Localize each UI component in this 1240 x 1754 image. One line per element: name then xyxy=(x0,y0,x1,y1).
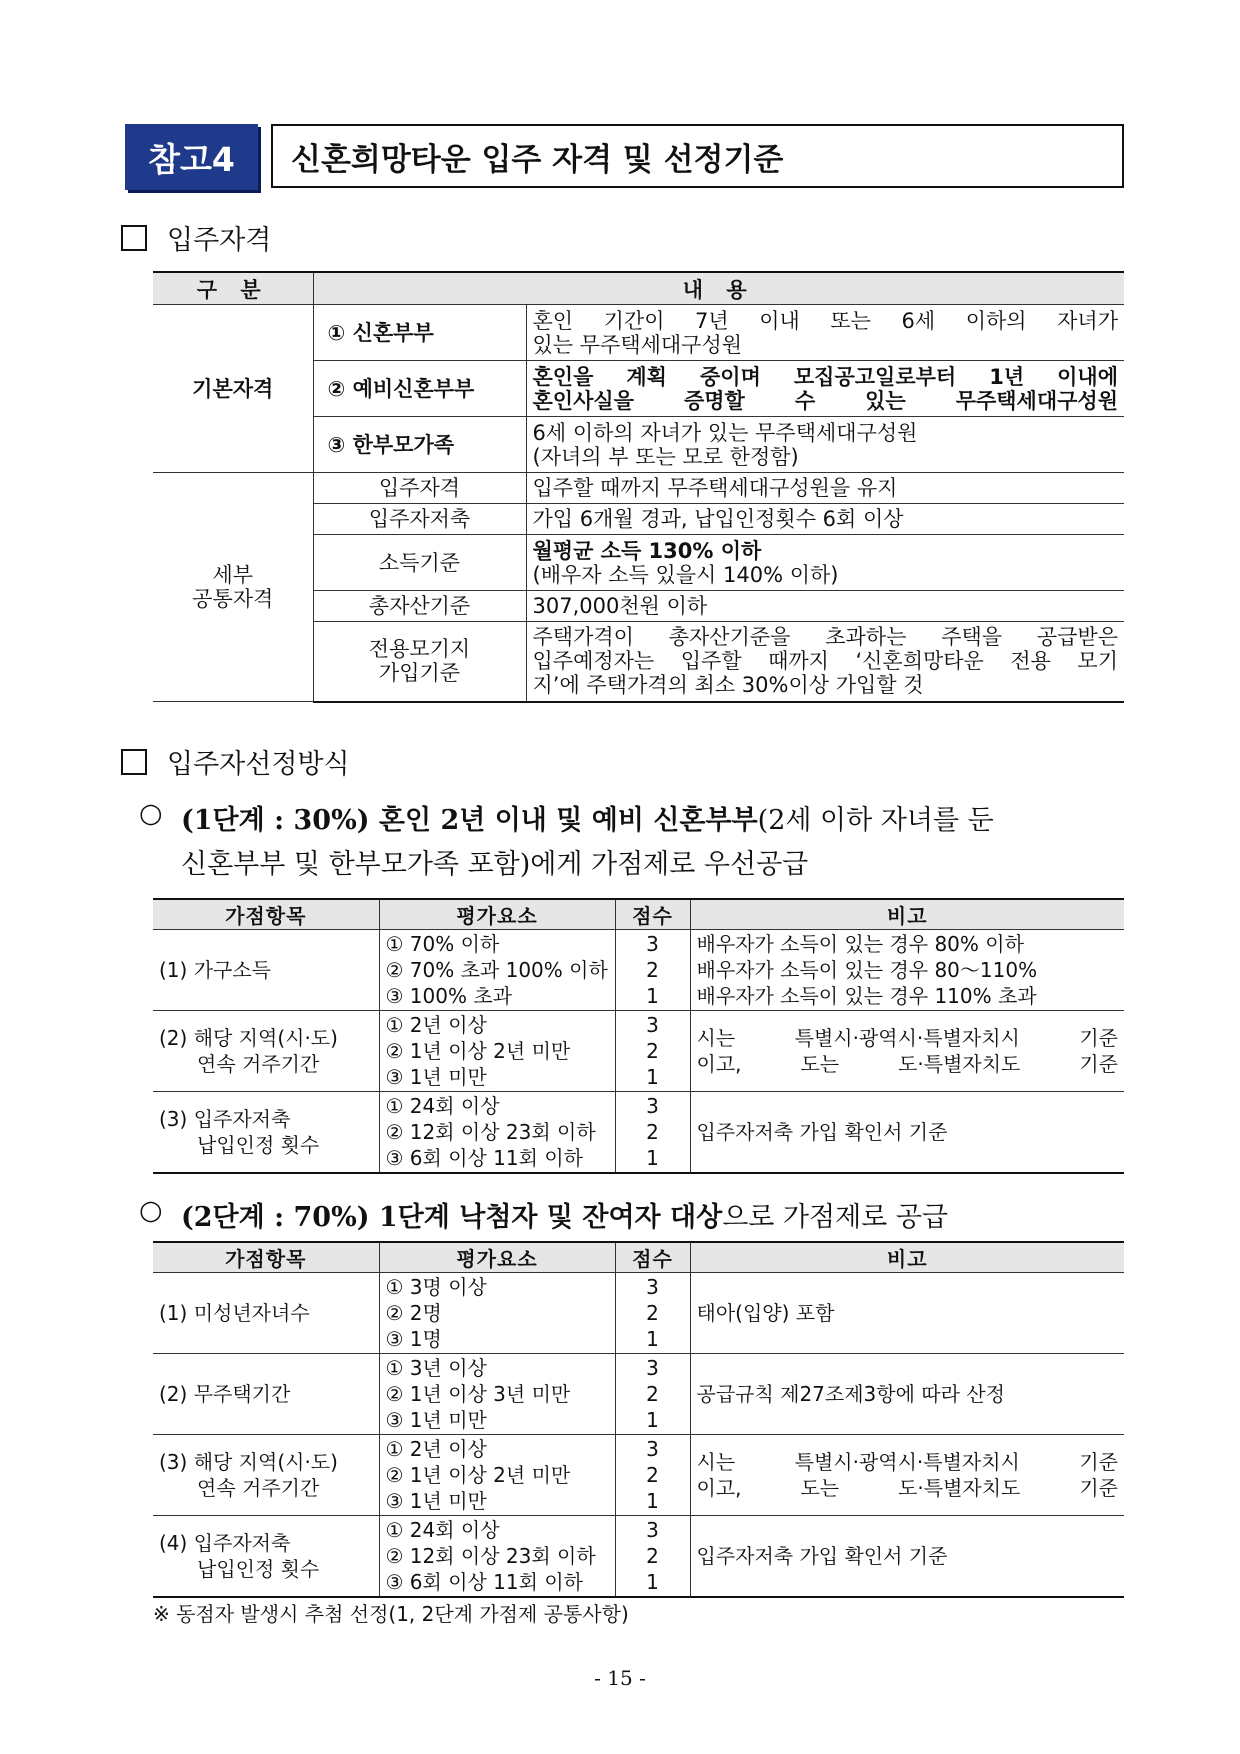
step1-line2: 신혼부부 및 한부모가족 포함)에게 가점제로 우선공급 xyxy=(181,849,809,880)
factor-line: ② 1년 이상 2년 미만 xyxy=(385,1039,571,1063)
reference-badge: 참고4 xyxy=(125,124,258,190)
score-values xyxy=(615,1435,690,1516)
score-note xyxy=(690,1092,1124,1173)
factor-line: ③ 100% 초과 xyxy=(385,984,512,1008)
score-factors xyxy=(379,1354,615,1435)
page-title: 신혼희망타운 입주 자격 및 선정기준 xyxy=(271,124,1124,188)
note-line: 이고, 도는 도·특별자치도 기준 xyxy=(696,1476,1118,1500)
step2-line: (2단계 : 70%) 1단계 낙첨자 및 잔여자 대상으로 가점제로 공급 xyxy=(181,1202,949,1233)
factor-line: ① 70% 이하 xyxy=(385,932,500,956)
row-content: 307,000천원 이하 xyxy=(526,591,1124,622)
table-row xyxy=(153,1092,1124,1173)
note-line: 공급규칙 제27조제3항에 따라 산정 xyxy=(696,1382,1005,1406)
table-row xyxy=(153,930,1124,1011)
score-item xyxy=(153,930,379,1011)
score-value: 1 xyxy=(646,1408,659,1432)
note-line: 이고, 도는 도·특별자치도 기준 xyxy=(696,1052,1118,1076)
score-item-line: (2) 무주택기간 xyxy=(159,1382,291,1406)
row-item: 소득기준 xyxy=(313,535,526,591)
table-row xyxy=(153,1516,1124,1597)
factor-line: ③ 1명 xyxy=(385,1327,442,1351)
bullet-icon: ○ xyxy=(139,798,163,829)
row-item: 총자산기준 xyxy=(313,591,526,622)
note-line: 입주자저축 가입 확인서 기준 xyxy=(696,1543,948,1568)
row-content: 혼인 기간이 7년 이내 또는 6세 이하의 자녀가 있는 무주택세대구성원 xyxy=(526,305,1124,361)
factor-line: ② 1년 이상 3년 미만 xyxy=(385,1382,571,1406)
header-note: 비고 xyxy=(690,899,1124,930)
header-note: 비고 xyxy=(690,1242,1124,1273)
score-factors xyxy=(379,1516,615,1597)
factor-line: ③ 1년 미만 xyxy=(385,1408,487,1432)
row-item: 입주자격 xyxy=(313,473,526,504)
factor-line: ① 24회 이상 xyxy=(385,1093,500,1118)
stage1-score-table xyxy=(153,898,1124,1174)
factor-line: ② 2명 xyxy=(385,1301,442,1325)
score-values xyxy=(615,1273,690,1354)
row-item: ② 예비신혼부부 xyxy=(313,361,526,417)
score-factors xyxy=(379,1011,615,1092)
table-row xyxy=(153,1354,1124,1435)
score-value: 2 xyxy=(646,1119,659,1144)
score-value: 3 xyxy=(646,1356,659,1380)
page-number: - 15 - xyxy=(594,1666,646,1690)
bullet-icon: ○ xyxy=(139,1195,163,1226)
score-item xyxy=(153,1011,379,1092)
score-value: 1 xyxy=(646,1145,659,1170)
score-item-line: 납입인정 횟수 xyxy=(197,1132,320,1157)
factor-line: ② 12회 이상 23회 이하 xyxy=(385,1119,596,1144)
score-value: 2 xyxy=(646,1382,659,1406)
checkbox-square-icon xyxy=(121,225,147,251)
score-note xyxy=(690,1273,1124,1354)
factor-line: ② 12회 이상 23회 이하 xyxy=(385,1543,596,1568)
header-factor: 평가요소 xyxy=(379,1242,615,1273)
factor-line: ③ 1년 미만 xyxy=(385,1489,487,1513)
score-item-line: (1) 미성년자녀수 xyxy=(159,1301,310,1325)
header-score: 점수 xyxy=(615,1242,690,1273)
score-item xyxy=(153,1435,379,1516)
score-item-line: (3) 해당 지역(시·도) xyxy=(159,1450,338,1474)
stage2-score-table xyxy=(153,1241,1124,1598)
score-item-line: (2) 해당 지역(시·도) xyxy=(159,1026,338,1050)
tie-break-note: ※ 동점자 발생시 추첨 선정(1, 2단계 가점제 공통사항) xyxy=(153,1602,629,1626)
score-values xyxy=(615,1354,690,1435)
score-item-line: (4) 입주자저축 xyxy=(159,1530,291,1555)
score-note xyxy=(690,1354,1124,1435)
eligibility-table xyxy=(153,271,1124,703)
table-header-row xyxy=(153,899,1124,930)
score-value: 1 xyxy=(646,1065,659,1089)
score-value: 3 xyxy=(646,1517,659,1542)
basic-eligibility-label: 기본자격 xyxy=(153,305,313,473)
score-note xyxy=(690,1011,1124,1092)
detail-common-label: 세부 공통자격 xyxy=(153,473,313,702)
score-value: 2 xyxy=(646,1463,659,1487)
note-line: 태아(입양) 포함 xyxy=(696,1301,835,1325)
score-item-line: 납입인정 횟수 xyxy=(197,1556,320,1581)
header-item: 가점항목 xyxy=(153,899,379,930)
table-row xyxy=(153,305,1124,361)
score-value: 1 xyxy=(646,1327,659,1351)
checkbox-square-icon xyxy=(121,749,147,775)
header-item: 가점항목 xyxy=(153,1242,379,1273)
table-header-row xyxy=(153,272,1124,305)
score-factors xyxy=(379,930,615,1011)
factor-line: ① 3명 이상 xyxy=(385,1275,487,1299)
score-item xyxy=(153,1516,379,1597)
score-value: 2 xyxy=(646,958,659,982)
score-item-line: (3) 입주자저축 xyxy=(159,1106,291,1131)
factor-line: ③ 6회 이상 11회 이하 xyxy=(385,1569,583,1594)
note-line: 배우자가 소득이 있는 경우 80% 이하 xyxy=(696,932,1024,956)
score-item xyxy=(153,1092,379,1173)
score-item-line: 연속 거주기간 xyxy=(197,1052,320,1076)
score-item-line: 연속 거주기간 xyxy=(197,1476,320,1500)
table-row xyxy=(153,473,1124,504)
row-content: 입주할 때까지 무주택세대구성원을 유지 xyxy=(526,473,1124,504)
header-content: 내 용 xyxy=(313,272,1124,305)
row-content: 6세 이하의 자녀가 있는 무주택세대구성원 (자녀의 부 또는 모로 한정함) xyxy=(526,417,1124,473)
section-heading-selection: 입주자선정방식 xyxy=(121,742,350,781)
table-header-row xyxy=(153,1242,1124,1273)
score-value: 1 xyxy=(646,984,659,1008)
header-category: 구 분 xyxy=(153,272,313,305)
score-value: 3 xyxy=(646,1275,659,1299)
table-row xyxy=(153,1011,1124,1092)
row-content: 혼인을 계획 중이며 모집공고일로부터 1년 이내에 혼인사실을 증명할 수 있는 무주택세대구성원 xyxy=(526,361,1124,417)
score-note xyxy=(690,930,1124,1011)
factor-line: ② 1년 이상 2년 미만 xyxy=(385,1463,571,1487)
note-line: 배우자가 소득이 있는 경우 80～110% xyxy=(696,958,1038,982)
factor-line: ① 3년 이상 xyxy=(385,1356,487,1380)
score-value: 1 xyxy=(646,1569,659,1594)
score-value: 3 xyxy=(646,932,659,956)
score-values xyxy=(615,1516,690,1597)
row-item: 전용모기지 가입기준 xyxy=(313,622,526,702)
factor-line: ② 70% 초과 100% 이하 xyxy=(385,958,608,982)
score-value: 3 xyxy=(646,1093,659,1118)
note-line: 시는 특별시·광역시·특별자치시 기준 xyxy=(696,1026,1118,1050)
score-item xyxy=(153,1273,379,1354)
score-item xyxy=(153,1354,379,1435)
factor-line: ① 24회 이상 xyxy=(385,1517,500,1542)
score-value: 3 xyxy=(646,1013,659,1037)
row-item: 입주자저축 xyxy=(313,504,526,535)
row-content: 주택가격이 총자산기준을 초과하는 주택을 공급받은 입주예정자는 입주할 때까지 ‘신혼희망타운 전용 모기 지’에 주택가격의 최소 30%이상 가입할 것 xyxy=(526,622,1124,702)
header-factor: 평가요소 xyxy=(379,899,615,930)
score-item-line: (1) 가구소득 xyxy=(159,958,271,982)
note-line: 배우자가 소득이 있는 경우 110% 초과 xyxy=(696,984,1037,1008)
row-content: 월평균 소득 130% 이하 (배우자 소득 있을시 140% 이하) xyxy=(526,535,1124,591)
row-content: 가입 6개월 경과, 납입인정횟수 6회 이상 xyxy=(526,504,1124,535)
note-line: 시는 특별시·광역시·특별자치시 기준 xyxy=(696,1450,1118,1474)
factor-line: ③ 1년 미만 xyxy=(385,1065,487,1089)
score-values xyxy=(615,1011,690,1092)
score-factors xyxy=(379,1435,615,1516)
section-heading-eligibility: 입주자격 xyxy=(121,218,271,257)
row-item: ③ 한부모가족 xyxy=(313,417,526,473)
header-score: 점수 xyxy=(615,899,690,930)
score-value: 3 xyxy=(646,1437,659,1461)
table-row xyxy=(153,1435,1124,1516)
score-values xyxy=(615,930,690,1011)
note-line: 입주자저축 가입 확인서 기준 xyxy=(696,1119,948,1144)
score-values xyxy=(615,1092,690,1173)
table-row xyxy=(153,1273,1124,1354)
score-factors xyxy=(379,1092,615,1173)
score-note xyxy=(690,1435,1124,1516)
step1-line1: (1단계 : 30%) 혼인 2년 이내 및 예비 신혼부부(2세 이하 자녀를 둔 xyxy=(181,805,994,836)
score-note xyxy=(690,1516,1124,1597)
factor-line: ① 2년 이상 xyxy=(385,1013,487,1037)
score-value: 2 xyxy=(646,1301,659,1325)
factor-line: ① 2년 이상 xyxy=(385,1437,487,1461)
factor-line: ③ 6회 이상 11회 이하 xyxy=(385,1145,583,1170)
score-value: 1 xyxy=(646,1489,659,1513)
score-value: 2 xyxy=(646,1039,659,1063)
score-factors xyxy=(379,1273,615,1354)
score-value: 2 xyxy=(646,1543,659,1568)
row-item: ① 신혼부부 xyxy=(313,305,526,361)
